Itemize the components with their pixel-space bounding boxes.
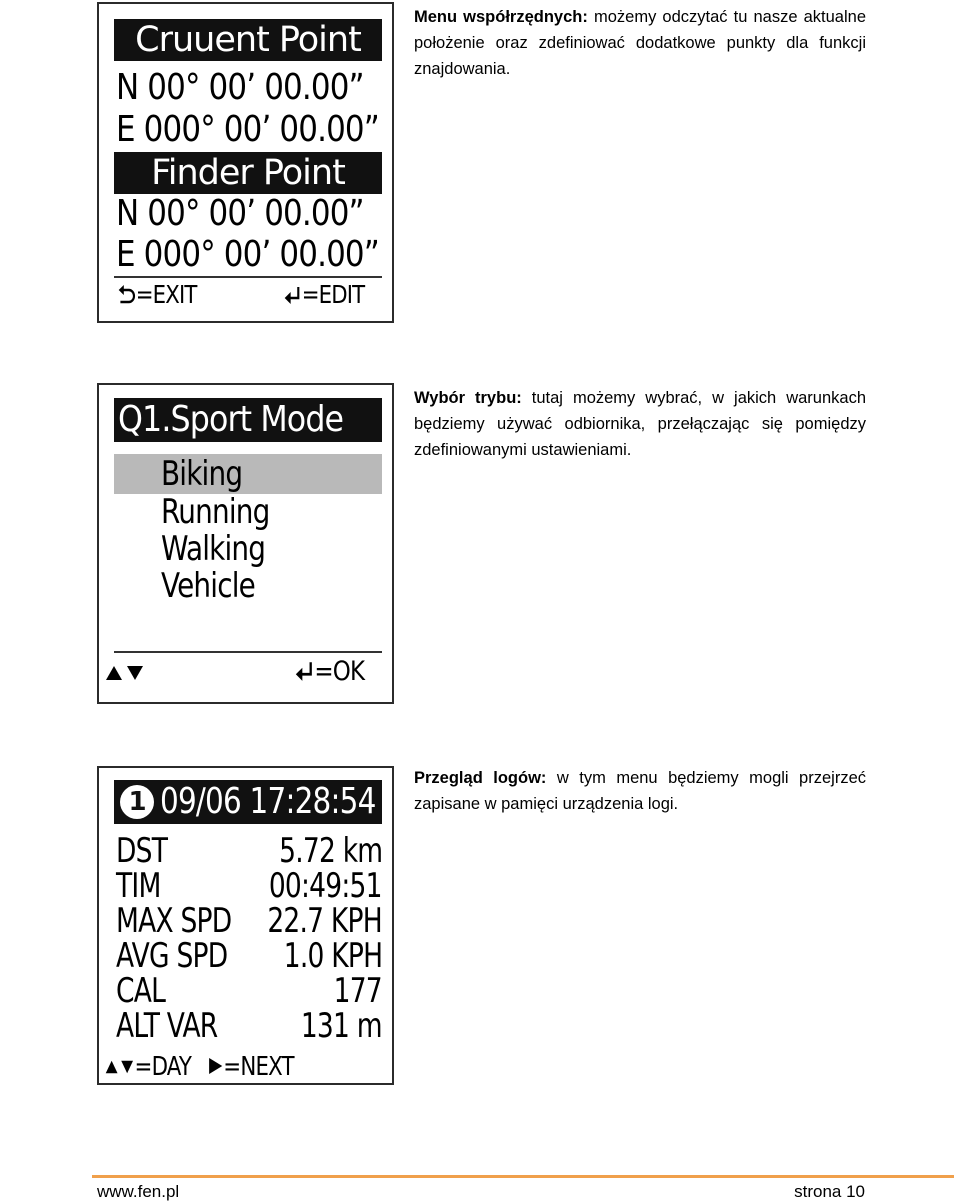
coordinates-text: możemy odczytać tu nasze aktualne położenie oraz zdefiniować dodatkowe punkty dla funkcji znajdowania. xyxy=(414,8,866,78)
finder-latitude: N 00° 00’ 00.00” xyxy=(116,193,364,234)
screen-divider xyxy=(114,276,382,278)
sport-mode-title: Q1.Sport Mode xyxy=(114,398,382,442)
log-row xyxy=(116,866,384,906)
sport-option[interactable]: Biking xyxy=(161,454,243,494)
log-label: DST xyxy=(116,831,168,871)
page-number: strona 10 xyxy=(794,1182,865,1201)
footer-website[interactable]: www.fen.pl xyxy=(97,1182,180,1201)
log-label: TIM xyxy=(116,866,161,906)
log-text-last: zapisane w pamięci urządzenia logi. xyxy=(414,795,679,813)
right-arrow-icon xyxy=(209,1057,224,1075)
edit-label: =EDIT xyxy=(301,280,365,309)
log-value: 00:49:51 xyxy=(269,866,382,906)
sport-option[interactable]: Running xyxy=(161,492,270,532)
up-down-icon xyxy=(105,665,145,685)
log-label: MAX SPD xyxy=(116,901,232,941)
finder-longitude: E 000° 00’ 00.00” xyxy=(116,234,379,275)
sport-mode-description xyxy=(414,385,866,463)
coordinates-heading: Menu współrzędnych: xyxy=(414,8,588,26)
log-label: CAL xyxy=(116,971,166,1011)
coordinates-description xyxy=(414,4,866,82)
sport-mode-heading: Wybór trybu: xyxy=(414,389,522,407)
exit-hint xyxy=(117,280,196,310)
sport-mode-text: tutaj możemy wybrać, w jakich warunkach będziemy używać odbiornika, przełączając się pomiędzy xyxy=(414,389,866,433)
log-header xyxy=(114,780,382,824)
day-label: =DAY xyxy=(134,1052,192,1082)
log-row xyxy=(116,901,384,941)
log-row xyxy=(116,936,384,976)
log-screen xyxy=(97,766,394,1085)
log-value: 1.0 KPH xyxy=(283,936,382,976)
sport-mode-screen xyxy=(97,383,394,704)
enter-arrow-icon xyxy=(294,659,314,683)
coordinates-screen xyxy=(97,2,394,323)
back-arrow-icon xyxy=(117,284,136,306)
sport-mode-text-last: zdefiniowanymi ustawieniami. xyxy=(414,441,632,459)
next-label: =NEXT xyxy=(223,1052,294,1082)
enter-arrow-icon xyxy=(283,284,302,306)
log-row xyxy=(116,831,384,871)
log-value: 131 m xyxy=(301,1006,382,1046)
log-row xyxy=(116,1006,384,1046)
up-down-icon xyxy=(105,1059,135,1075)
edit-hint xyxy=(283,280,364,310)
ok-hint xyxy=(294,657,364,687)
log-row xyxy=(116,971,384,1011)
log-text: w tym menu będziemy mogli przejrzeć xyxy=(546,769,866,787)
current-point-header: Cruuent Point xyxy=(114,19,382,61)
log-label: AVG SPD xyxy=(116,936,228,976)
current-longitude: E 000° 00’ 00.00” xyxy=(116,109,379,150)
log-datetime: 09/06 17:28:54 xyxy=(160,781,376,822)
log-nav-hint xyxy=(105,1052,294,1082)
footer-rule xyxy=(92,1175,954,1178)
selection-highlight xyxy=(114,454,382,494)
finder-point-header: Finder Point xyxy=(114,152,382,194)
log-value: 5.72 km xyxy=(278,831,382,871)
exit-label: =EXIT xyxy=(135,280,197,309)
log-description xyxy=(414,765,866,817)
sport-option[interactable]: Vehicle xyxy=(161,566,255,606)
screen-divider xyxy=(114,651,382,653)
log-value: 22.7 KPH xyxy=(267,901,382,941)
ok-label: =OK xyxy=(314,656,365,687)
log-value: 177 xyxy=(333,971,382,1011)
log-heading: Przegląd logów: xyxy=(414,769,547,787)
current-latitude: N 00° 00’ 00.00” xyxy=(116,67,364,108)
log-index-badge: 1 xyxy=(120,785,154,819)
sport-option[interactable]: Walking xyxy=(161,529,266,569)
log-label: ALT VAR xyxy=(116,1006,218,1046)
